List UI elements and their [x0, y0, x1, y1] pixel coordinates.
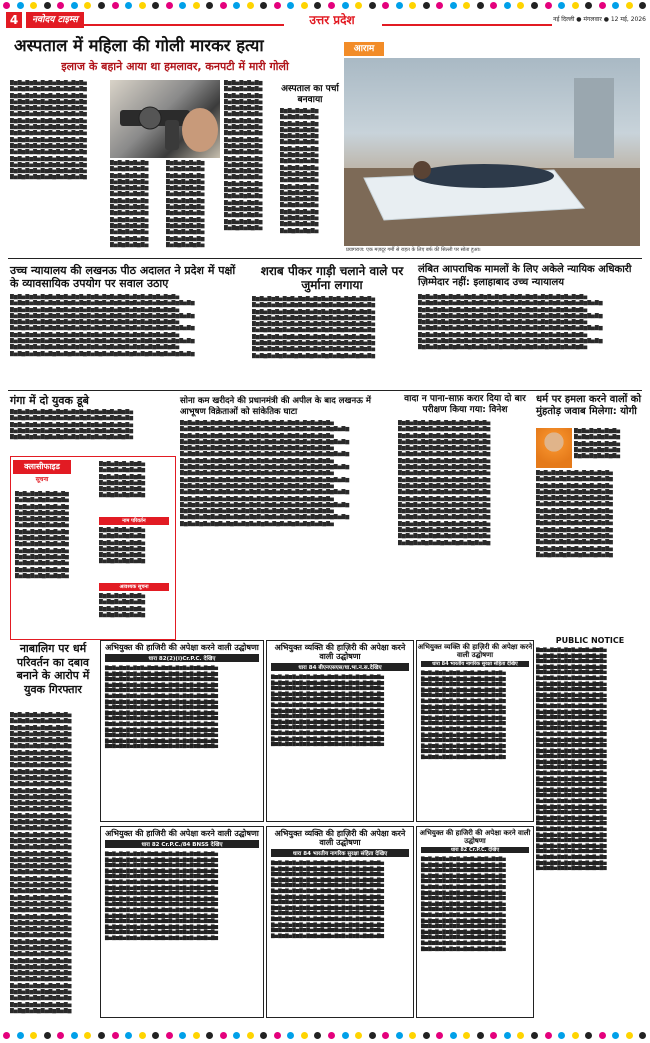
registration-dot — [572, 1032, 579, 1039]
notice-sub: धारा 82 Cr.P.C. देखिए — [421, 847, 529, 853]
side-headline: अस्पताल का पर्चा बनवाया — [281, 84, 339, 105]
registration-dot — [585, 2, 592, 9]
registration-dot — [355, 2, 362, 9]
registration-dot — [166, 2, 173, 9]
registration-dot — [220, 1032, 227, 1039]
registration-dot — [274, 1032, 281, 1039]
registration-dot — [206, 1032, 213, 1039]
notice-sub: धारा 84 भारतीय नागरिक सुरक्षा संहिता देखिए — [421, 661, 529, 667]
registration-dot — [545, 1032, 552, 1039]
notice-title: अभियुक्त की हाजिरी की अपेक्षा करने वाली उद्घोषणा — [105, 829, 259, 838]
registration-dot — [98, 1032, 105, 1039]
registration-dot — [314, 1032, 321, 1039]
story-vada-body: ▇▆▇▅▇▆▇▅▇▆▇▅▇▆▇▅▇▆▇▅▇▆▇▅ ▇▅▇▆▇▅▇▆▇▅▇▆▇▅▇▆▇▅▇▆▇▅▇▆ ▇▆▇▅▇▆▇▅▇▆▇▅▇▆▇▅▇▆▇▅▇▆▇▅ ▇▅▇▆▇▅▇▆▇▅▇▆▇▅▇▆▇▅▇▆▇▅▇▆ ▇▆▇▅▇▆▇▅▇▆▇▅▇▆▇▅▇▆▇▅▇▆▇▅ ▇▅▇▆▇▅▇▆▇▅▇▆▇▅▇▆▇▅▇▆▇▅▇▆ ▇▆▇▅▇▆▇▅▇▆▇▅▇▆▇▅▇▆▇▅▇▆▇▅ ▇▅▇▆▇▅▇▆▇▅▇▆▇▅▇▆▇▅▇▆▇▅▇▆ ▇▆▇▅▇▆▇▅▇▆▇▅▇▆▇▅▇▆▇▅▇▆▇▅ ▇▅▇▆▇▅▇▆▇▅▇▆▇▅▇▆▇▅▇▆▇▅▇▆ ▇▆▇▅▇▆▇▅▇▆▇▅▇▆▇▅▇▆▇▅▇▆▇▅ ▇▅▇▆▇▅▇▆▇▅▇▆▇▅▇▆▇▅▇▆▇▅▇▆ ▇▆▇▅▇▆▇▅▇▆▇▅▇▆▇▅▇▆▇▅▇▆▇▅ ▇▅▇▆▇▅▇▆▇▅▇▆▇▅▇▆▇▅▇▆▇▅▇▆ ▇▆▇▅▇▆▇▅▇▆▇▅▇▆▇▅▇▆▇▅▇▆▇▅ ▇▅▇▆▇▅▇▆▇▅▇▆▇▅▇▆▇▅▇▆▇▅▇▆ ▇▆▇▅▇▆▇▅▇▆▇▅▇▆▇▅▇▆▇▅▇▆▇▅ ▇▅▇▆▇▅▇▆▇▅▇▆▇▅▇▆▇▅▇▆▇▅▇▆ ▇▆▇▅▇▆▇▅▇▆▇▅▇▆▇▅▇▆▇▅▇▆▇▅ ▇▅▇▆▇▅▇▆▇▅▇▆▇▅▇▆▇▅▇▆▇▅▇▆ — [398, 420, 491, 546]
registration-dot — [71, 1032, 78, 1039]
registration-dot — [369, 2, 376, 9]
registration-dot — [193, 2, 200, 9]
story-ganga-headline: गंगा में दो युवक डूबे — [10, 394, 89, 407]
general-notice-heading: आवश्यक सूचना — [99, 583, 169, 591]
story-drunk-driver-headline: शराब पीकर गाड़ी चलाने वाले पर जुर्माना लगाया — [260, 264, 404, 292]
masthead — [0, 10, 650, 32]
registration-dot — [612, 2, 619, 9]
registration-dot — [44, 1032, 51, 1039]
court-notice-top-1: अभियुक्त की हाजिरी की अपेक्षा करने वाली उद्घोषणा धारा 82(2)(i)Cr.P.C. देखिए ▇▆▇▅▇▆▇▅▇▆▇▅▇▆▇▅▇▆▇▅▇▆▇▅▇▆▇▅▇▆▇▅ ▇▅▇▆▇▅▇▆▇▅▇▆▇▅▇▆▇▅▇▆▇▅▇▆▇▅▇▆▇▅▇▆ ▇▆▇▅▇▆▇▅▇▆▇▅▇▆▇▅▇▆▇▅▇▆▇▅▇▆▇▅▇▆▇▅ ▇▅▇▆▇▅▇▆▇▅▇▆▇▅▇▆▇▅▇▆▇▅▇▆▇▅▇▆▇▅▇▆ ▇▆▇▅▇▆▇▅▇▆▇▅▇▆▇▅▇▆▇▅▇▆▇▅▇▆▇▅▇▆▇▅ ▇▅▇▆▇▅▇▆▇▅▇▆▇▅▇▆▇▅▇▆▇▅▇▆▇▅▇▆▇▅▇▆ ▇▆▇▅▇▆▇▅▇▆▇▅▇▆▇▅▇▆▇▅▇▆▇▅▇▆▇▅▇▆▇▅ ▇▅▇▆▇▅▇▆▇▅▇▆▇▅▇▆▇▅▇▆▇▅▇▆▇▅▇▆▇▅▇▆ ▇▆▇▅▇▆▇▅▇▆▇▅▇▆▇▅▇▆▇▅▇▆▇▅▇▆▇▅▇▆▇▅ ▇▅▇▆▇▅▇▆▇▅▇▆▇▅▇▆▇▅▇▆▇▅▇▆▇▅▇▆▇▅▇▆ ▇▆▇▅▇▆▇▅▇▆▇▅▇▆▇▅▇▆▇▅▇▆▇▅▇▆▇▅▇▆▇▅ ▇▅▇▆▇▅▇▆▇▅▇▆▇▅▇▆▇▅▇▆▇▅▇▆▇▅▇▆▇▅▇▆ ▇▆▇▅▇▆▇▅▇▆▇▅▇▆▇▅▇▆▇▅▇▆▇▅▇▆▇▅▇▆▇▅ ▇▅▇▆▇▅▇▆▇▅▇▆▇▅▇▆▇▅▇▆▇▅▇▆▇▅▇▆▇▅▇▆ ▇▆▇▅▇▆▇▅▇▆▇▅▇▆▇▅▇▆▇▅▇▆▇▅▇▆▇▅▇▆▇▅ — [100, 640, 264, 822]
registration-dot — [84, 1032, 91, 1039]
registration-dot — [112, 1032, 119, 1039]
notice-sub: धारा 82(2)(i)Cr.P.C. देखिए — [105, 654, 259, 662]
story-court-lucknow-headline: उच्च न्यायालय की लखनऊ पीठ अदालत ने प्रदेश में पक्षों के व्यावसायिक उपयोग पर सवाल उठाए — [10, 264, 236, 290]
registration-dot — [71, 2, 78, 9]
classifieds-logo: क्लासीफाइड — [13, 460, 71, 474]
lead-photo-gun — [110, 80, 220, 158]
lead-body-col1: ▇▆▇▅▇▆▇▅▇▆▇▅▇▆▇▅▇▆▇▅ ▇▅▇▆▇▅▇▆▇▅▇▆▇▅▇▆▇▅▇▆ ▇▆▇▅▇▆▇▅▇▆▇▅▇▆▇▅▇▆▇▅ ▇▅▇▆▇▅▇▆▇▅▇▆▇▅▇▆▇▅▇▆ ▇▆▇▅▇▆▇▅▇▆▇▅▇▆▇▅▇▆▇▅ ▇▅▇▆▇▅▇▆▇▅▇▆▇▅▇▆▇▅▇▆ ▇▆▇▅▇▆▇▅▇▆▇▅▇▆▇▅▇▆▇▅ ▇▅▇▆▇▅▇▆▇▅▇▆▇▅▇▆▇▅▇▆ ▇▆▇▅▇▆▇▅▇▆▇▅▇▆▇▅▇▆▇▅ ▇▅▇▆▇▅▇▆▇▅▇▆▇▅▇▆▇▅▇▆ ▇▆▇▅▇▆▇▅▇▆▇▅▇▆▇▅▇▆▇▅ ▇▅▇▆▇▅▇▆▇▅▇▆▇▅▇▆▇▅▇▆ ▇▆▇▅▇▆▇▅▇▆▇▅▇▆▇▅▇▆▇▅ ▇▅▇▆▇▅▇▆▇▅▇▆▇▅▇▆▇▅▇▆ ▇▆▇▅▇▆▇▅▇▆▇▅▇▆▇▅▇▆▇▅ ▇▅▇▆▇▅▇▆▇▅▇▆▇▅▇▆▇▅▇▆ — [10, 80, 87, 181]
registration-dot — [287, 1032, 294, 1039]
registration-dot — [260, 1032, 267, 1039]
registration-dot — [247, 2, 254, 9]
registration-dot — [179, 1032, 186, 1039]
story-minor-body: ▇▆▇▅▇▆▇▅▇▆▇▅▇▆▇▅ ▇▅▇▆▇▅▇▆▇▅▇▆▇▅▇▆ ▇▆▇▅▇▆▇▅▇▆▇▅▇▆▇▅ ▇▅▇▆▇▅▇▆▇▅▇▆▇▅▇▆ ▇▆▇▅▇▆▇▅▇▆▇▅▇▆▇▅ ▇▅▇▆▇▅▇▆▇▅▇▆▇▅▇▆ ▇▆▇▅▇▆▇▅▇▆▇▅▇▆▇▅ ▇▅▇▆▇▅▇▆▇▅▇▆▇▅▇▆ ▇▆▇▅▇▆▇▅▇▆▇▅▇▆▇▅ ▇▅▇▆▇▅▇▆▇▅▇▆▇▅▇▆ ▇▆▇▅▇▆▇▅▇▆▇▅▇▆▇▅ ▇▅▇▆▇▅▇▆▇▅▇▆▇▅▇▆ ▇▆▇▅▇▆▇▅▇▆▇▅▇▆▇▅ ▇▅▇▆▇▅▇▆▇▅▇▆▇▅▇▆ ▇▆▇▅▇▆▇▅▇▆▇▅▇▆▇▅ ▇▅▇▆▇▅▇▆▇▅▇▆▇▅▇▆ ▇▆▇▅▇▆▇▅▇▆▇▅▇▆▇▅ ▇▅▇▆▇▅▇▆▇▅▇▆▇▅▇▆ ▇▆▇▅▇▆▇▅▇▆▇▅▇▆▇▅ ▇▅▇▆▇▅▇▆▇▅▇▆▇▅▇▆ ▇▆▇▅▇▆▇▅▇▆▇▅▇▆▇▅ ▇▅▇▆▇▅▇▆▇▅▇▆▇▅▇▆ ▇▆▇▅▇▆▇▅▇▆▇▅▇▆▇▅ ▇▅▇▆▇▅▇▆▇▅▇▆▇▅▇▆ ▇▆▇▅▇▆▇▅▇▆▇▅▇▆▇▅ ▇▅▇▆▇▅▇▆▇▅▇▆▇▅▇▆ ▇▆▇▅▇▆▇▅▇▆▇▅▇▆▇▅ ▇▅▇▆▇▅▇▆▇▅▇▆▇▅▇▆ ▇▆▇▅▇▆▇▅▇▆▇▅▇▆▇▅ ▇▅▇▆▇▅▇▆▇▅▇▆▇▅▇▆ ▇▆▇▅▇▆▇▅▇▆▇▅▇▆▇▅ ▇▅▇▆▇▅▇▆▇▅▇▆▇▅▇▆ ▇▆▇▅▇▆▇▅▇▆▇▅▇▆▇▅ ▇▅▇▆▇▅▇▆▇▅▇▆▇▅▇▆ ▇▆▇▅▇▆▇▅▇▆▇▅▇▆▇▅ ▇▅▇▆▇▅▇▆▇▅▇▆▇▅▇▆ ▇▆▇▅▇▆▇▅▇▆▇▅▇▆▇▅ ▇▅▇▆▇▅▇▆▇▅▇▆▇▅▇▆ ▇▆▇▅▇▆▇▅▇▆▇▅▇▆▇▅ ▇▅▇▆▇▅▇▆▇▅▇▆▇▅▇▆ ▇▆▇▅▇▆▇▅▇▆▇▅▇▆▇▅ ▇▅▇▆▇▅▇▆▇▅▇▆▇▅▇▆ ▇▆▇▅▇▆▇▅▇▆▇▅▇▆▇▅ ▇▅▇▆▇▅▇▆▇▅▇▆▇▅▇▆ ▇▆▇▅▇▆▇▅▇▆▇▅▇▆▇▅ ▇▅▇▆▇▅▇▆▇▅▇▆▇▅▇▆ ▇▆▇▅▇▆▇▅▇▆▇▅▇▆▇▅ ▇▅▇▆▇▅▇▆▇▅▇▆▇▅▇▆ — [10, 712, 72, 1014]
page-number: 4 — [6, 12, 22, 28]
registration-dot — [287, 2, 294, 9]
registration-dot — [545, 2, 552, 9]
dateline: नई दिल्ली ● मंगलवार ● 12 मई, 2026 — [553, 16, 646, 23]
registration-dot — [328, 1032, 335, 1039]
lead-headline: अस्पताल में महिला की गोली मारकर हत्या — [14, 36, 264, 55]
registration-dot — [626, 1032, 633, 1039]
story-pending-cases-body: ▇▆▇▅▇▆▇▅▇▆▇▅▇▆▇▅▇▆▇▅▇▆▇▅▇▆▇▅▇▆▇▅▇▆▇▅▇▆▇▅▇▆▇▅ ▇▅▇▆▇▅▇▆▇▅▇▆▇▅▇▆▇▅▇▆▇▅▇▆▇▅▇▆▇▅▇▆▇▅▇▆▇▅▇▆▇▅▇▆▇▅▇▆ ▇▆▇▅▇▆▇▅▇▆▇▅▇▆▇▅▇▆▇▅▇▆▇▅▇▆▇▅▇▆▇▅▇▆▇▅▇▆▇▅▇▆▇▅ ▇▅▇▆▇▅▇▆▇▅▇▆▇▅▇▆▇▅▇▆▇▅▇▆▇▅▇▆▇▅▇▆▇▅▇▆▇▅▇▆▇▅▇▆▇▅▇▆ ▇▆▇▅▇▆▇▅▇▆▇▅▇▆▇▅▇▆▇▅▇▆▇▅▇▆▇▅▇▆▇▅▇▆▇▅▇▆▇▅▇▆▇▅ ▇▅▇▆▇▅▇▆▇▅▇▆▇▅▇▆▇▅▇▆▇▅▇▆▇▅▇▆▇▅▇▆▇▅▇▆▇▅▇▆▇▅▇▆▇▅▇▆ ▇▆▇▅▇▆▇▅▇▆▇▅▇▆▇▅▇▆▇▅▇▆▇▅▇▆▇▅▇▆▇▅▇▆▇▅▇▆▇▅▇▆▇▅ ▇▅▇▆▇▅▇▆▇▅▇▆▇▅▇▆▇▅▇▆▇▅▇▆▇▅▇▆▇▅▇▆▇▅▇▆▇▅▇▆▇▅▇▆▇▅▇▆ ▇▆▇▅▇▆▇▅▇▆▇▅▇▆▇▅▇▆▇▅▇▆▇▅▇▆▇▅▇▆▇▅▇▆▇▅▇▆▇▅▇▆▇▅ — [418, 294, 603, 351]
court-notice-bottom-2: अभियुक्त व्यक्ति की हाज़िरी की अपेक्षा करने वाली उद्घोषणा धारा 84 भारतीय नागरिक सुरक्षा संहिता देखिए ▇▆▇▅▇▆▇▅▇▆▇▅▇▆▇▅▇▆▇▅▇▆▇▅▇▆▇▅▇▆▇▅ ▇▅▇▆▇▅▇▆▇▅▇▆▇▅▇▆▇▅▇▆▇▅▇▆▇▅▇▆▇▅▇▆ ▇▆▇▅▇▆▇▅▇▆▇▅▇▆▇▅▇▆▇▅▇▆▇▅▇▆▇▅▇▆▇▅ ▇▅▇▆▇▅▇▆▇▅▇▆▇▅▇▆▇▅▇▆▇▅▇▆▇▅▇▆▇▅▇▆ ▇▆▇▅▇▆▇▅▇▆▇▅▇▆▇▅▇▆▇▅▇▆▇▅▇▆▇▅▇▆▇▅ ▇▅▇▆▇▅▇▆▇▅▇▆▇▅▇▆▇▅▇▆▇▅▇▆▇▅▇▆▇▅▇▆ ▇▆▇▅▇▆▇▅▇▆▇▅▇▆▇▅▇▆▇▅▇▆▇▅▇▆▇▅▇▆▇▅ ▇▅▇▆▇▅▇▆▇▅▇▆▇▅▇▆▇▅▇▆▇▅▇▆▇▅▇▆▇▅▇▆ ▇▆▇▅▇▆▇▅▇▆▇▅▇▆▇▅▇▆▇▅▇▆▇▅▇▆▇▅▇▆▇▅ ▇▅▇▆▇▅▇▆▇▅▇▆▇▅▇▆▇▅▇▆▇▅▇▆▇▅▇▆▇▅▇▆ ▇▆▇▅▇▆▇▅▇▆▇▅▇▆▇▅▇▆▇▅▇▆▇▅▇▆▇▅▇▆▇▅ ▇▅▇▆▇▅▇▆▇▅▇▆▇▅▇▆▇▅▇▆▇▅▇▆▇▅▇▆▇▅▇▆ ▇▆▇▅▇▆▇▅▇▆▇▅▇▆▇▅▇▆▇▅▇▆▇▅▇▆▇▅▇▆▇▅ ▇▅▇▆▇▅▇▆▇▅▇▆▇▅▇▆▇▅▇▆▇▅▇▆▇▅▇▆▇▅▇▆ — [266, 826, 414, 1018]
top-color-strip — [0, 0, 650, 10]
registration-dot — [179, 2, 186, 9]
registration-dot — [558, 1032, 565, 1039]
court-notice-bottom-3: अभियुक्त की हाजिरी की अपेक्षा करने वाली उद्घोषणा धारा 82 Cr.P.C. देखिए ▇▆▇▅▇▆▇▅▇▆▇▅▇▆▇▅▇▆▇▅▇▆▇▅ ▇▅▇▆▇▅▇▆▇▅▇▆▇▅▇▆▇▅▇▆▇▅▇▆ ▇▆▇▅▇▆▇▅▇▆▇▅▇▆▇▅▇▆▇▅▇▆▇▅ ▇▅▇▆▇▅▇▆▇▅▇▆▇▅▇▆▇▅▇▆▇▅▇▆ ▇▆▇▅▇▆▇▅▇▆▇▅▇▆▇▅▇▆▇▅▇▆▇▅ ▇▅▇▆▇▅▇▆▇▅▇▆▇▅▇▆▇▅▇▆▇▅▇▆ ▇▆▇▅▇▆▇▅▇▆▇▅▇▆▇▅▇▆▇▅▇▆▇▅ ▇▅▇▆▇▅▇▆▇▅▇▆▇▅▇▆▇▅▇▆▇▅▇▆ ▇▆▇▅▇▆▇▅▇▆▇▅▇▆▇▅▇▆▇▅▇▆▇▅ ▇▅▇▆▇▅▇▆▇▅▇▆▇▅▇▆▇▅▇▆▇▅▇▆ ▇▆▇▅▇▆▇▅▇▆▇▅▇▆▇▅▇▆▇▅▇▆▇▅ ▇▅▇▆▇▅▇▆▇▅▇▆▇▅▇▆▇▅▇▆▇▅▇▆ ▇▆▇▅▇▆▇▅▇▆▇▅▇▆▇▅▇▆▇▅▇▆▇▅ ▇▅▇▆▇▅▇▆▇▅▇▆▇▅▇▆▇▅▇▆▇▅▇▆ ▇▆▇▅▇▆▇▅▇▆▇▅▇▆▇▅▇▆▇▅▇▆▇▅ ▇▅▇▆▇▅▇▆▇▅▇▆▇▅▇▆▇▅▇▆▇▅▇▆ ▇▆▇▅▇▆▇▅▇▆▇▅▇▆▇▅▇▆▇▅▇▆▇▅ — [416, 826, 534, 1018]
lead-body-col4: ▇▆▇▅▇▆▇▅▇▆ ▇▅▇▆▇▅▇▆▇▅ ▇▆▇▅▇▆▇▅▇▆ ▇▅▇▆▇▅▇▆▇▅ ▇▆▇▅▇▆▇▅▇▆ ▇▅▇▆▇▅▇▆▇▅ ▇▆▇▅▇▆▇▅▇▆ ▇▅▇▆▇▅▇▆▇▅ ▇▆▇▅▇▆▇▅▇▆ ▇▅▇▆▇▅▇▆▇▅ ▇▆▇▅▇▆▇▅▇▆ ▇▅▇▆▇▅▇▆▇▅ ▇▆▇▅▇▆▇▅▇▆ ▇▅▇▆▇▅▇▆▇▅ ▇▆▇▅▇▆▇▅▇▆ ▇▅▇▆▇▅▇▆▇▅ ▇▆▇▅▇▆▇▅▇▆ ▇▅▇▆▇▅▇▆▇▅ ▇▆▇▅▇▆▇▅▇▆ ▇▅▇▆▇▅▇▆▇▅ ▇▆▇▅▇▆▇▅▇▆ ▇▅▇▆▇▅▇▆▇▅ ▇▆▇▅▇▆▇▅▇▆ ▇▅▇▆▇▅▇▆▇▅ — [224, 80, 263, 231]
registration-dot — [585, 1032, 592, 1039]
registration-dot — [301, 1032, 308, 1039]
registration-dot — [301, 2, 308, 9]
registration-dot — [504, 1032, 511, 1039]
yogi-photo — [536, 428, 572, 468]
registration-dot — [17, 2, 24, 9]
public-notice: PUBLIC NOTICE ▇▆▇▅▇▆▇▅▇▆▇▅▇▆▇▅▇▆▇▅ ▇▅▇▆▇▅▇▆▇▅▇▆▇▅▇▆▇▅▇▆ ▇▆▇▅▇▆▇▅▇▆▇▅▇▆▇▅▇▆▇▅ ▇▅▇▆▇▅▇▆▇▅▇▆▇▅▇▆▇▅▇▆ ▇▆▇▅▇▆▇▅▇▆▇▅▇▆▇▅▇▆▇▅ ▇▅▇▆▇▅▇▆▇▅▇▆▇▅▇▆▇▅▇▆ ▇▆▇▅▇▆▇▅▇▆▇▅▇▆▇▅▇▆▇▅ ▇▅▇▆▇▅▇▆▇▅▇▆▇▅▇▆▇▅▇▆ ▇▆▇▅▇▆▇▅▇▆▇▅▇▆▇▅▇▆▇▅ ▇▅▇▆▇▅▇▆▇▅▇▆▇▅▇▆▇▅▇▆ ▇▆▇▅▇▆▇▅▇▆▇▅▇▆▇▅▇▆▇▅ ▇▅▇▆▇▅▇▆▇▅▇▆▇▅▇▆▇▅▇▆ ▇▆▇▅▇▆▇▅▇▆▇▅▇▆▇▅▇▆▇▅ ▇▅▇▆▇▅▇▆▇▅▇▆▇▅▇▆▇▅▇▆ ▇▆▇▅▇▆▇▅▇▆▇▅▇▆▇▅▇▆▇▅ ▇▅▇▆▇▅▇▆▇▅▇▆▇▅▇▆▇▅▇▆ ▇▆▇▅▇▆▇▅▇▆▇▅▇▆▇▅▇▆▇▅ ▇▅▇▆▇▅▇▆▇▅▇▆▇▅▇▆▇▅▇▆ ▇▆▇▅▇▆▇▅▇▆▇▅▇▆▇▅▇▆▇▅ ▇▅▇▆▇▅▇▆▇▅▇▆▇▅▇▆▇▅▇▆ ▇▆▇▅▇▆▇▅▇▆▇▅▇▆▇▅▇▆▇▅ ▇▅▇▆▇▅▇▆▇▅▇▆▇▅▇▆▇▅▇▆ ▇▆▇▅▇▆▇▅▇▆▇▅▇▆▇▅▇▆▇▅ ▇▅▇▆▇▅▇▆▇▅▇▆▇▅▇▆▇▅▇▆ ▇▆▇▅▇▆▇▅▇▆▇▅▇▆▇▅▇▆▇▅ ▇▅▇▆▇▅▇▆▇▅▇▆▇▅▇▆▇▅▇▆ ▇▆▇▅▇▆▇▅▇▆▇▅▇▆▇▅▇▆▇▅ ▇▅▇▆▇▅▇▆▇▅▇▆▇▅▇▆▇▅▇▆ ▇▆▇▅▇▆▇▅▇▆▇▅▇▆▇▅▇▆▇▅ ▇▅▇▆▇▅▇▆▇▅▇▆▇▅▇▆▇▅▇▆ ▇▆▇▅▇▆▇▅▇▆▇▅▇▆▇▅▇▆▇▅ ▇▅▇▆▇▅▇▆▇▅▇▆▇▅▇▆▇▅▇▆ ▇▆▇▅▇▆▇▅▇▆▇▅▇▆▇▅▇▆▇▅ ▇▅▇▆▇▅▇▆▇▅▇▆▇▅▇▆▇▅▇▆ ▇▆▇▅▇▆▇▅▇▆▇▅▇▆▇▅▇▆▇▅ ▇▅▇▆▇▅▇▆▇▅▇▆▇▅▇▆▇▅▇▆ ▇▆▇▅▇▆▇▅▇▆▇▅▇▆▇▅▇▆▇▅ ▇▅▇▆▇▅▇▆▇▅▇▆▇▅▇▆▇▅▇▆ ▇▆▇▅▇▆▇▅▇▆▇▅▇▆▇▅▇▆▇▅ ▇▅▇▆▇▅▇▆▇▅▇▆▇▅▇▆▇▅▇▆ — [536, 636, 644, 1016]
aaram-caption: प्रयागराज: एक मज़दूर गर्मी से राहत के लिए बर्फ की सिल्ली पर सोता हुआ। — [346, 247, 481, 253]
registration-dot — [599, 2, 606, 9]
registration-dot — [44, 2, 51, 9]
registration-dot — [517, 1032, 524, 1039]
registration-dot — [98, 2, 105, 9]
registration-dot — [639, 1032, 646, 1039]
notice-title: अभियुक्त व्यक्ति की हाज़िरी की अपेक्षा करने वाली उद्घोषणा — [274, 643, 406, 661]
story-yogi-headline: धर्म पर हमला करने वालों को मुंहतोड़ जवाब मिलेगा: योगी — [536, 394, 642, 417]
masthead-rule — [84, 24, 284, 26]
registration-dot — [220, 2, 227, 9]
registration-dot — [342, 1032, 349, 1039]
registration-dot — [369, 1032, 376, 1039]
bottom-color-strip — [0, 1030, 650, 1040]
registration-dot — [328, 2, 335, 9]
registration-dot — [247, 1032, 254, 1039]
registration-dot — [531, 1032, 538, 1039]
registration-dot — [355, 1032, 362, 1039]
registration-dot — [125, 1032, 132, 1039]
story-gold-headline: सोना कम खरीदने की प्रधानमंत्री की अपील के बाद लखनऊ में आभूषण विक्रेताओं को सांकेतिक घाटा — [180, 396, 371, 417]
registration-dot — [260, 2, 267, 9]
registration-dot — [436, 1032, 443, 1039]
registration-dot — [382, 1032, 389, 1039]
court-notice-bottom-1: अभियुक्त की हाजिरी की अपेक्षा करने वाली उद्घोषणा धारा 82 Cr.P.C./84 BNSS देखिए ▇▆▇▅▇▆▇▅▇▆▇▅▇▆▇▅▇▆▇▅▇▆▇▅▇▆▇▅▇▆▇▅ ▇▅▇▆▇▅▇▆▇▅▇▆▇▅▇▆▇▅▇▆▇▅▇▆▇▅▇▆▇▅▇▆ ▇▆▇▅▇▆▇▅▇▆▇▅▇▆▇▅▇▆▇▅▇▆▇▅▇▆▇▅▇▆▇▅ ▇▅▇▆▇▅▇▆▇▅▇▆▇▅▇▆▇▅▇▆▇▅▇▆▇▅▇▆▇▅▇▆ ▇▆▇▅▇▆▇▅▇▆▇▅▇▆▇▅▇▆▇▅▇▆▇▅▇▆▇▅▇▆▇▅ ▇▅▇▆▇▅▇▆▇▅▇▆▇▅▇▆▇▅▇▆▇▅▇▆▇▅▇▆▇▅▇▆ ▇▆▇▅▇▆▇▅▇▆▇▅▇▆▇▅▇▆▇▅▇▆▇▅▇▆▇▅▇▆▇▅ ▇▅▇▆▇▅▇▆▇▅▇▆▇▅▇▆▇▅▇▆▇▅▇▆▇▅▇▆▇▅▇▆ ▇▆▇▅▇▆▇▅▇▆▇▅▇▆▇▅▇▆▇▅▇▆▇▅▇▆▇▅▇▆▇▅ ▇▅▇▆▇▅▇▆▇▅▇▆▇▅▇▆▇▅▇▆▇▅▇▆▇▅▇▆▇▅▇▆ ▇▆▇▅▇▆▇▅▇▆▇▅▇▆▇▅▇▆▇▅▇▆▇▅▇▆▇▅▇▆▇▅ ▇▅▇▆▇▅▇▆▇▅▇▆▇▅▇▆▇▅▇▆▇▅▇▆▇▅▇▆▇▅▇▆ ▇▆▇▅▇▆▇▅▇▆▇▅▇▆▇▅▇▆▇▅▇▆▇▅▇▆▇▅▇▆▇▅ ▇▅▇▆▇▅▇▆▇▅▇▆▇▅▇▆▇▅▇▆▇▅▇▆▇▅▇▆▇▅▇▆ ▇▆▇▅▇▆▇▅▇▆▇▅▇▆▇▅▇▆▇▅▇▆▇▅▇▆▇▅▇▆▇▅ ▇▅▇▆▇▅▇▆▇▅▇▆▇▅▇▆▇▅▇▆▇▅▇▆▇▅▇▆▇▅▇▆ — [100, 826, 264, 1018]
registration-dot — [233, 1032, 240, 1039]
registration-dot — [30, 1032, 37, 1039]
registration-dot — [409, 2, 416, 9]
registration-dot — [3, 1032, 10, 1039]
aaram-label: आराम — [344, 42, 384, 56]
registration-dot — [463, 2, 470, 9]
story-gold-body: ▇▆▇▅▇▆▇▅▇▆▇▅▇▆▇▅▇▆▇▅▇▆▇▅▇▆▇▅▇▆▇▅▇▆▇▅▇▆▇▅ ▇▅▇▆▇▅▇▆▇▅▇▆▇▅▇▆▇▅▇▆▇▅▇▆▇▅▇▆▇▅▇▆▇▅▇▆▇▅▇▆▇▅▇▆ ▇▆▇▅▇▆▇▅▇▆▇▅▇▆▇▅▇▆▇▅▇▆▇▅▇▆▇▅▇▆▇▅▇▆▇▅▇▆▇▅ ▇▅▇▆▇▅▇▆▇▅▇▆▇▅▇▆▇▅▇▆▇▅▇▆▇▅▇▆▇▅▇▆▇▅▇▆▇▅▇▆▇▅▇▆ ▇▆▇▅▇▆▇▅▇▆▇▅▇▆▇▅▇▆▇▅▇▆▇▅▇▆▇▅▇▆▇▅▇▆▇▅▇▆▇▅ ▇▅▇▆▇▅▇▆▇▅▇▆▇▅▇▆▇▅▇▆▇▅▇▆▇▅▇▆▇▅▇▆▇▅▇▆▇▅▇▆▇▅▇▆ ▇▆▇▅▇▆▇▅▇▆▇▅▇▆▇▅▇▆▇▅▇▆▇▅▇▆▇▅▇▆▇▅▇▆▇▅▇▆▇▅ ▇▅▇▆▇▅▇▆▇▅▇▆▇▅▇▆▇▅▇▆▇▅▇▆▇▅▇▆▇▅▇▆▇▅▇▆▇▅▇▆▇▅▇▆ ▇▆▇▅▇▆▇▅▇▆▇▅▇▆▇▅▇▆▇▅▇▆▇▅▇▆▇▅▇▆▇▅▇▆▇▅▇▆▇▅ ▇▅▇▆▇▅▇▆▇▅▇▆▇▅▇▆▇▅▇▆▇▅▇▆▇▅▇▆▇▅▇▆▇▅▇▆▇▅▇▆▇▅▇▆ ▇▆▇▅▇▆▇▅▇▆▇▅▇▆▇▅▇▆▇▅▇▆▇▅▇▆▇▅▇▆▇▅▇▆▇▅▇▆▇▅ ▇▅▇▆▇▅▇▆▇▅▇▆▇▅▇▆▇▅▇▆▇▅▇▆▇▅▇▆▇▅▇▆▇▅▇▆▇▅▇▆▇▅▇▆ ▇▆▇▅▇▆▇▅▇▆▇▅▇▆▇▅▇▆▇▅▇▆▇▅▇▆▇▅▇▆▇▅▇▆▇▅▇▆▇▅ ▇▅▇▆▇▅▇▆▇▅▇▆▇▅▇▆▇▅▇▆▇▅▇▆▇▅▇▆▇▅▇▆▇▅▇▆▇▅▇▆▇▅▇▆ ▇▆▇▅▇▆▇▅▇▆▇▅▇▆▇▅▇▆▇▅▇▆▇▅▇▆▇▅▇▆▇▅▇▆▇▅▇▆▇▅ ▇▅▇▆▇▅▇▆▇▅▇▆▇▅▇▆▇▅▇▆▇▅▇▆▇▅▇▆▇▅▇▆▇▅▇▆▇▅▇▆▇▅▇▆ ▇▆▇▅▇▆▇▅▇▆▇▅▇▆▇▅▇▆▇▅▇▆▇▅▇▆▇▅▇▆▇▅▇▆▇▅▇▆▇▅ — [180, 420, 350, 527]
story-court-lucknow-body: ▇▆▇▅▇▆▇▅▇▆▇▅▇▆▇▅▇▆▇▅▇▆▇▅▇▆▇▅▇▆▇▅▇▆▇▅▇▆▇▅▇▆▇▅ ▇▅▇▆▇▅▇▆▇▅▇▆▇▅▇▆▇▅▇▆▇▅▇▆▇▅▇▆▇▅▇▆▇▅▇▆▇▅▇▆▇▅▇▆▇▅▇▆ ▇▆▇▅▇▆▇▅▇▆▇▅▇▆▇▅▇▆▇▅▇▆▇▅▇▆▇▅▇▆▇▅▇▆▇▅▇▆▇▅▇▆▇▅ ▇▅▇▆▇▅▇▆▇▅▇▆▇▅▇▆▇▅▇▆▇▅▇▆▇▅▇▆▇▅▇▆▇▅▇▆▇▅▇▆▇▅▇▆▇▅▇▆ ▇▆▇▅▇▆▇▅▇▆▇▅▇▆▇▅▇▆▇▅▇▆▇▅▇▆▇▅▇▆▇▅▇▆▇▅▇▆▇▅▇▆▇▅ ▇▅▇▆▇▅▇▆▇▅▇▆▇▅▇▆▇▅▇▆▇▅▇▆▇▅▇▆▇▅▇▆▇▅▇▆▇▅▇▆▇▅▇▆▇▅▇▆ ▇▆▇▅▇▆▇▅▇▆▇▅▇▆▇▅▇▆▇▅▇▆▇▅▇▆▇▅▇▆▇▅▇▆▇▅▇▆▇▅▇▆▇▅ ▇▅▇▆▇▅▇▆▇▅▇▆▇▅▇▆▇▅▇▆▇▅▇▆▇▅▇▆▇▅▇▆▇▅▇▆▇▅▇▆▇▅▇▆▇▅▇▆ ▇▆▇▅▇▆▇▅▇▆▇▅▇▆▇▅▇▆▇▅▇▆▇▅▇▆▇▅▇▆▇▅▇▆▇▅▇▆▇▅▇▆▇▅ ▇▅▇▆▇▅▇▆▇▅▇▆▇▅▇▆▇▅▇▆▇▅▇▆▇▅▇▆▇▅▇▆▇▅▇▆▇▅▇▆▇▅▇▆▇▅▇▆ — [10, 294, 195, 357]
court-notice-top-2: अभियुक्त व्यक्ति की हाज़िरी की अपेक्षा करने वाली उद्घोषणा धारा 84 बीएनएसएस/धा.भा.न.स.देखिए ▇▆▇▅▇▆▇▅▇▆▇▅▇▆▇▅▇▆▇▅▇▆▇▅▇▆▇▅▇▆▇▅ ▇▅▇▆▇▅▇▆▇▅▇▆▇▅▇▆▇▅▇▆▇▅▇▆▇▅▇▆▇▅▇▆ ▇▆▇▅▇▆▇▅▇▆▇▅▇▆▇▅▇▆▇▅▇▆▇▅▇▆▇▅▇▆▇▅ ▇▅▇▆▇▅▇▆▇▅▇▆▇▅▇▆▇▅▇▆▇▅▇▆▇▅▇▆▇▅▇▆ ▇▆▇▅▇▆▇▅▇▆▇▅▇▆▇▅▇▆▇▅▇▆▇▅▇▆▇▅▇▆▇▅ ▇▅▇▆▇▅▇▆▇▅▇▆▇▅▇▆▇▅▇▆▇▅▇▆▇▅▇▆▇▅▇▆ ▇▆▇▅▇▆▇▅▇▆▇▅▇▆▇▅▇▆▇▅▇▆▇▅▇▆▇▅▇▆▇▅ ▇▅▇▆▇▅▇▆▇▅▇▆▇▅▇▆▇▅▇▆▇▅▇▆▇▅▇▆▇▅▇▆ ▇▆▇▅▇▆▇▅▇▆▇▅▇▆▇▅▇▆▇▅▇▆▇▅▇▆▇▅▇▆▇▅ ▇▅▇▆▇▅▇▆▇▅▇▆▇▅▇▆▇▅▇▆▇▅▇▆▇▅▇▆▇▅▇▆ ▇▆▇▅▇▆▇▅▇▆▇▅▇▆▇▅▇▆▇▅▇▆▇▅▇▆▇▅▇▆▇▅ ▇▅▇▆▇▅▇▆▇▅▇▆▇▅▇▆▇▅▇▆▇▅▇▆▇▅▇▆▇▅▇▆ ▇▆▇▅▇▆▇▅▇▆▇▅▇▆▇▅▇▆▇▅▇▆▇▅▇▆▇▅▇▆▇▅ — [266, 640, 414, 822]
registration-dot — [112, 2, 119, 9]
registration-dot — [193, 1032, 200, 1039]
registration-dot — [30, 2, 37, 9]
story-yogi-body: ▇▆▇▅▇▆▇▅▇▆▇▅ ▇▅▇▆▇▅▇▆▇▅▇▆ ▇▆▇▅▇▆▇▅▇▆▇▅ ▇▅▇▆▇▅▇▆▇▅▇▆ ▇▆▇▅▇▆▇▅▇▆▇▅ — [574, 428, 621, 460]
registration-dot — [152, 1032, 159, 1039]
story-ganga-body: ▇▆▇▅▇▆▇▅▇▆▇▅▇▆▇▅▇▆▇▅▇▆▇▅▇▆▇▅▇▆▇▅ ▇▅▇▆▇▅▇▆▇▅▇▆▇▅▇▆▇▅▇▆▇▅▇▆▇▅▇▆▇▅▇▆ ▇▆▇▅▇▆▇▅▇▆▇▅▇▆▇▅▇▆▇▅▇▆▇▅▇▆▇▅▇▆▇▅ ▇▅▇▆▇▅▇▆▇▅▇▆▇▅▇▆▇▅▇▆▇▅▇▆▇▅▇▆▇▅▇▆ ▇▆▇▅▇▆▇▅▇▆▇▅▇▆▇▅▇▆▇▅▇▆▇▅▇▆▇▅▇▆▇▅ — [10, 409, 134, 441]
registration-dot — [139, 2, 146, 9]
registration-dot — [84, 2, 91, 9]
registration-dot — [233, 2, 240, 9]
registration-dot — [531, 2, 538, 9]
story-minor-headline: नाबालिग पर धर्म परिवर्तन का दबाव बनाने के आरोप में युवक गिरफ्तार — [16, 642, 90, 696]
registration-dot — [477, 1032, 484, 1039]
lead-body-col3: ▇▆▇▅▇▆▇▅▇▆ ▇▅▇▆▇▅▇▆▇▅ ▇▆▇▅▇▆▇▅▇▆ ▇▅▇▆▇▅▇▆▇▅ ▇▆▇▅▇▆▇▅▇▆ ▇▅▇▆▇▅▇▆▇▅ ▇▆▇▅▇▆▇▅▇▆ ▇▅▇▆▇▅▇▆▇▅ ▇▆▇▅▇▆▇▅▇▆ ▇▅▇▆▇▅▇▆▇▅ ▇▆▇▅▇▆▇▅▇▆ ▇▅▇▆▇▅▇▆▇▅ ▇▆▇▅▇▆▇▅▇▆ ▇▅▇▆▇▅▇▆▇▅ — [166, 160, 205, 248]
registration-dot — [504, 2, 511, 9]
notice-sub: धारा 84 भारतीय नागरिक सुरक्षा संहिता देखिए — [271, 849, 409, 857]
section-label: उत्तर प्रदेश — [309, 13, 355, 27]
registration-dot — [599, 1032, 606, 1039]
registration-dot — [626, 2, 633, 9]
registration-dot — [382, 2, 389, 9]
registration-dot — [342, 2, 349, 9]
registration-dot — [436, 2, 443, 9]
court-notice-top-3: अभियुक्त व्यक्ति की हाज़िरी की अपेक्षा करने वाली उद्घोषणा धारा 84 भारतीय नागरिक सुरक्षा संहिता देखिए ▇▆▇▅▇▆▇▅▇▆▇▅▇▆▇▅▇▆▇▅▇▆▇▅ ▇▅▇▆▇▅▇▆▇▅▇▆▇▅▇▆▇▅▇▆▇▅▇▆ ▇▆▇▅▇▆▇▅▇▆▇▅▇▆▇▅▇▆▇▅▇▆▇▅ ▇▅▇▆▇▅▇▆▇▅▇▆▇▅▇▆▇▅▇▆▇▅▇▆ ▇▆▇▅▇▆▇▅▇▆▇▅▇▆▇▅▇▆▇▅▇▆▇▅ ▇▅▇▆▇▅▇▆▇▅▇▆▇▅▇▆▇▅▇▆▇▅▇▆ ▇▆▇▅▇▆▇▅▇▆▇▅▇▆▇▅▇▆▇▅▇▆▇▅ ▇▅▇▆▇▅▇▆▇▅▇▆▇▅▇▆▇▅▇▆▇▅▇▆ ▇▆▇▅▇▆▇▅▇▆▇▅▇▆▇▅▇▆▇▅▇▆▇▅ ▇▅▇▆▇▅▇▆▇▅▇▆▇▅▇▆▇▅▇▆▇▅▇▆ ▇▆▇▅▇▆▇▅▇▆▇▅▇▆▇▅▇▆▇▅▇▆▇▅ ▇▅▇▆▇▅▇▆▇▅▇▆▇▅▇▆▇▅▇▆▇▅▇▆ ▇▆▇▅▇▆▇▅▇▆▇▅▇▆▇▅▇▆▇▅▇▆▇▅ ▇▅▇▆▇▅▇▆▇▅▇▆▇▅▇▆▇▅▇▆▇▅▇▆ ▇▆▇▅▇▆▇▅▇▆▇▅▇▆▇▅▇▆▇▅▇▆▇▅ ▇▅▇▆▇▅▇▆▇▅▇▆▇▅▇▆▇▅▇▆▇▅▇▆ — [416, 640, 534, 822]
registration-dot — [409, 1032, 416, 1039]
registration-dot — [450, 1032, 457, 1039]
public-notice-title: PUBLIC NOTICE — [555, 636, 625, 645]
registration-dot — [558, 2, 565, 9]
registration-dot — [639, 2, 646, 9]
registration-dot — [450, 2, 457, 9]
notice-sub: धारा 82 Cr.P.C./84 BNSS देखिए — [105, 840, 259, 848]
registration-dot — [152, 2, 159, 9]
registration-dot — [612, 1032, 619, 1039]
registration-dot — [463, 1032, 470, 1039]
aaram-photo — [344, 58, 640, 246]
registration-dot — [166, 1032, 173, 1039]
registration-dot — [57, 2, 64, 9]
classifieds-box: क्लासीफाइड सूचना नाम परिवर्तन आवश्यक सूचना ▇▆▇▅▇▆▇▅▇▆▇▅▇▆ ▇▅▇▆▇▅▇▆▇▅▇▆▇▅ ▇▆▇▅▇▆▇▅▇▆▇▅▇▆ ▇▅▇▆▇▅▇▆▇▅▇▆▇▅ ▇▆▇▅▇▆▇▅▇▆▇▅▇▆ ▇▅▇▆▇▅▇▆▇▅▇▆▇▅ ▇▆▇▅▇▆▇▅▇▆▇▅▇▆ ▇▅▇▆▇▅▇▆▇▅▇▆▇▅ ▇▆▇▅▇▆▇▅▇▆▇▅▇▆ ▇▅▇▆▇▅▇▆▇▅▇▆▇▅ ▇▆▇▅▇▆▇▅▇▆▇▅▇▆ ▇▅▇▆▇▅▇▆▇▅▇▆▇▅ ▇▆▇▅▇▆▇▅▇▆▇▅▇▆ ▇▅▇▆▇▅▇▆▇▅▇▆▇▅ ▇▆▇▅▇▆▇▅▇▆▇▅ ▇▅▇▆▇▅▇▆▇▅▇▆ ▇▆▇▅▇▆▇▅▇▆▇▅ ▇▅▇▆▇▅▇▆▇▅▇▆ ▇▆▇▅▇▆▇▅▇▆▇▅ ▇▅▇▆▇▅▇▆▇▅▇▆ ▇▆▇▅▇▆▇▅▇▆▇▅ ▇▅▇▆▇▅▇▆▇▅▇▆ ▇▆▇▅▇▆▇▅▇▆▇▅ ▇▅▇▆▇▅▇▆▇▅▇▆ ▇▆▇▅▇▆▇▅▇▆▇▅ ▇▅▇▆▇▅▇▆▇▅▇▆ ▇▆▇▅▇▆▇▅▇▆▇▅ ▇▅▇▆▇▅▇▆▇▅▇▆ ▇▆▇▅▇▆▇▅▇▆▇▅ ▇▅▇▆▇▅▇▆▇▅▇▆ — [10, 456, 176, 640]
registration-dot — [206, 2, 213, 9]
story-vada-headline: वादा न पाना-साफ़ करार दिया दो बार परीक्षण किया गया: विनेश — [404, 394, 526, 415]
registration-dot — [423, 2, 430, 9]
registration-dot — [517, 2, 524, 9]
registration-dot — [490, 2, 497, 9]
classifieds-sub: सूचना — [35, 476, 49, 483]
registration-dot — [17, 1032, 24, 1039]
registration-dot — [477, 2, 484, 9]
side-body: ▇▆▇▅▇▆▇▅▇▆ ▇▅▇▆▇▅▇▆▇▅ ▇▆▇▅▇▆▇▅▇▆ ▇▅▇▆▇▅▇▆▇▅ ▇▆▇▅▇▆▇▅▇▆ ▇▅▇▆▇▅▇▆▇▅ ▇▆▇▅▇▆▇▅▇▆ ▇▅▇▆▇▅▇▆▇▅ ▇▆▇▅▇▆▇▅▇▆ ▇▅▇▆▇▅▇▆▇▅ ▇▆▇▅▇▆▇▅▇▆ ▇▅▇▆▇▅▇▆▇▅ ▇▆▇▅▇▆▇▅▇▆ ▇▅▇▆▇▅▇▆▇▅ ▇▆▇▅▇▆▇▅▇▆ ▇▅▇▆▇▅▇▆▇▅ ▇▆▇▅▇▆▇▅▇▆ ▇▅▇▆▇▅▇▆▇▅ ▇▆▇▅▇▆▇▅▇▆ ▇▅▇▆▇▅▇▆▇▅ — [280, 108, 319, 234]
registration-dot — [314, 2, 321, 9]
notice-title: अभियुक्त व्यक्ति की हाज़िरी की अपेक्षा करने वाली उद्घोषणा — [417, 643, 533, 659]
registration-dot — [3, 2, 10, 9]
notice-title: अभियुक्त की हाजिरी की अपेक्षा करने वाली उद्घोषणा — [419, 829, 531, 845]
registration-dot — [396, 1032, 403, 1039]
lead-subhead: इलाज के बहाने आया था हमलावर, कनपटी में मारी गोली — [61, 60, 289, 73]
registration-dot — [57, 1032, 64, 1039]
story-pending-cases-headline: लंबित आपराधिक मामलों के लिए अकेले न्यायिक अधिकारी ज़िम्मेदार नहीं: इलाहाबाद उच्च न्यायालय — [418, 264, 632, 288]
notice-title: अभियुक्त की हाजिरी की अपेक्षा करने वाली उद्घोषणा — [101, 641, 263, 652]
notice-title: अभियुक्त व्यक्ति की हाज़िरी की अपेक्षा करने वाली उद्घोषणा — [274, 829, 406, 847]
story-drunk-driver-body: ▇▆▇▅▇▆▇▅▇▆▇▅▇▆▇▅▇▆▇▅▇▆▇▅▇▆▇▅▇▆▇▅ ▇▅▇▆▇▅▇▆▇▅▇▆▇▅▇▆▇▅▇▆▇▅▇▆▇▅▇▆▇▅▇▆ ▇▆▇▅▇▆▇▅▇▆▇▅▇▆▇▅▇▆▇▅▇▆▇▅▇▆▇▅▇▆▇▅ ▇▅▇▆▇▅▇▆▇▅▇▆▇▅▇▆▇▅▇▆▇▅▇▆▇▅▇▆▇▅▇▆ ▇▆▇▅▇▆▇▅▇▆▇▅▇▆▇▅▇▆▇▅▇▆▇▅▇▆▇▅▇▆▇▅ ▇▅▇▆▇▅▇▆▇▅▇▆▇▅▇▆▇▅▇▆▇▅▇▆▇▅▇▆▇▅▇▆ ▇▆▇▅▇▆▇▅▇▆▇▅▇▆▇▅▇▆▇▅▇▆▇▅▇▆▇▅▇▆▇▅ ▇▅▇▆▇▅▇▆▇▅▇▆▇▅▇▆▇▅▇▆▇▅▇▆▇▅▇▆▇▅▇▆ ▇▆▇▅▇▆▇▅▇▆▇▅▇▆▇▅▇▆▇▅▇▆▇▅▇▆▇▅▇▆▇▅ ▇▅▇▆▇▅▇▆▇▅▇▆▇▅▇▆▇▅▇▆▇▅▇▆▇▅▇▆▇▅▇▆ — [252, 296, 376, 359]
lead-body-col2b: ▇▆▇▅▇▆▇▅▇▆ ▇▅▇▆▇▅▇▆▇▅ ▇▆▇▅▇▆▇▅▇▆ ▇▅▇▆▇▅▇▆▇▅ ▇▆▇▅▇▆▇▅▇▆ ▇▅▇▆▇▅▇▆▇▅ ▇▆▇▅▇▆▇▅▇▆ ▇▅▇▆▇▅▇▆▇▅ ▇▆▇▅▇▆▇▅▇▆ ▇▅▇▆▇▅▇▆▇▅ ▇▆▇▅▇▆▇▅▇▆ ▇▅▇▆▇▅▇▆▇▅ ▇▆▇▅▇▆▇▅▇▆ ▇▅▇▆▇▅▇▆▇▅ — [110, 160, 149, 248]
registration-dot — [125, 2, 132, 9]
registration-dot — [139, 1032, 146, 1039]
registration-dot — [274, 2, 281, 9]
name-change-heading: नाम परिवर्तन — [99, 517, 169, 525]
registration-dot — [490, 1032, 497, 1039]
paper-name-logo: नवोदय टाइम्स — [26, 12, 84, 28]
registration-dot — [572, 2, 579, 9]
registration-dot — [396, 2, 403, 9]
notice-sub: धारा 84 बीएनएसएस/धा.भा.न.स.देखिए — [271, 663, 409, 671]
registration-dot — [423, 1032, 430, 1039]
